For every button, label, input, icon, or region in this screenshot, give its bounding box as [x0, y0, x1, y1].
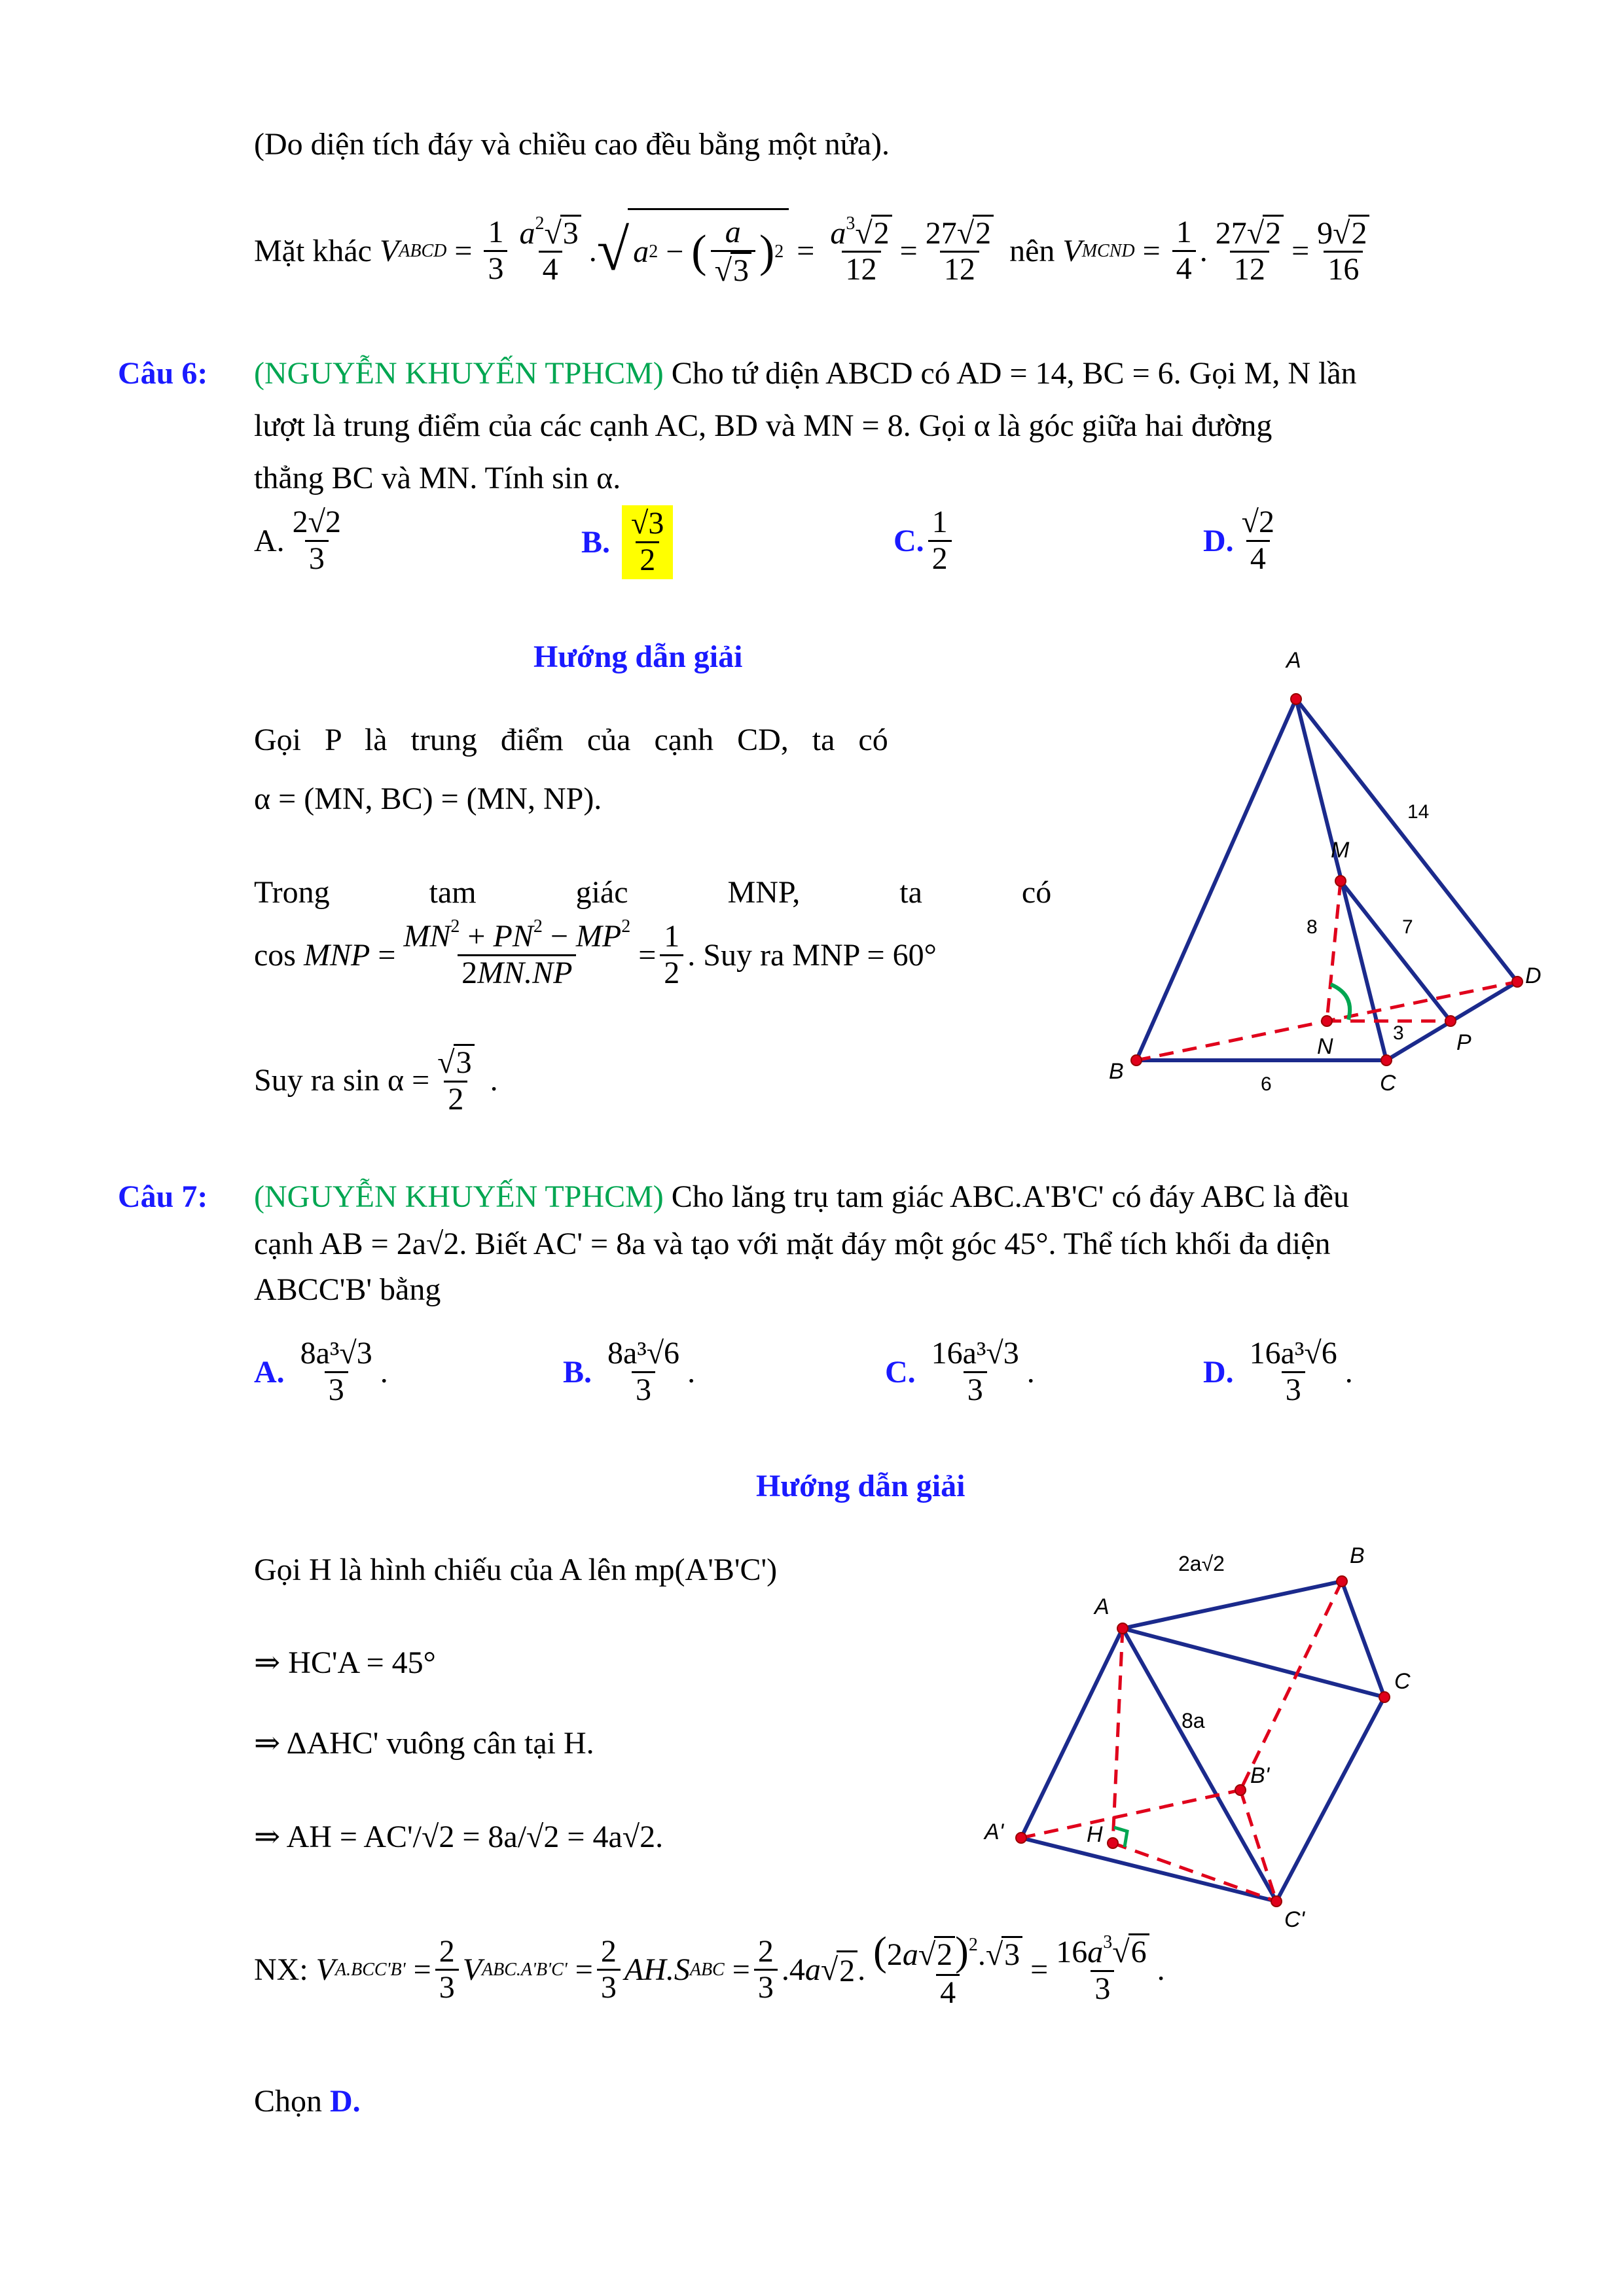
q7-option-d[interactable]: D. $\frac{\text{16a³√6}}{3}$ . [1203, 1336, 1353, 1407]
edge-a1c1 [1021, 1838, 1276, 1901]
option-den: 4 [1246, 540, 1270, 577]
point-c [1381, 1055, 1392, 1066]
point-b [1337, 1576, 1347, 1587]
option-den: 3 [964, 1371, 987, 1408]
point-c1 [1271, 1896, 1282, 1907]
q7-sol-line3: ⇒ ΔAHC' vuông cân tại H. [254, 1726, 594, 1761]
q6-sol-line5-lead: Suy ra sin α = [254, 1063, 430, 1098]
option-letter: B. [563, 1354, 592, 1390]
point-d [1512, 977, 1523, 987]
option-num: 16a³√3 [931, 1336, 1019, 1371]
option-letter: C. [885, 1354, 916, 1390]
q7-option-a[interactable]: A. $\frac{\text{8a³√3}}{3}$ . [254, 1336, 388, 1407]
q6-sol-line5: Suy ra sin α = $\frac{√3}{2}$ . [254, 1045, 498, 1117]
option-den: 2 [928, 540, 952, 577]
q7-nx-line: NX: V A.BCC'B' = $\frac{2}{3}$ V ABC.A'B'C' = $\frac{2}{3}$ AH.S ABC = $\frac{2}{3}$ .4 a √ 2 . $\frac{(2a√2)^2.√3}{4}$ = $\frac{16a^3√6}{3}$ . [254, 1929, 1165, 2011]
q6-tetrahedron-figure [1100, 641, 1558, 1113]
edge-a1b1-dashed [1021, 1790, 1240, 1838]
choose-lead: Chọn [254, 2084, 323, 2119]
option-num: 1 [931, 505, 948, 539]
q6-line1 [254, 355, 1514, 393]
option-letter: A. [254, 1354, 285, 1390]
q6-sol-line4-tail: . Suy ra MNP = 60° [687, 937, 937, 973]
point-a [1291, 694, 1301, 704]
q7-solution-title: Hướng dẫn giải [756, 1469, 965, 1503]
length-mn: 8 [1307, 916, 1318, 938]
option-den: 3 [1282, 1371, 1305, 1408]
q6-option-d[interactable] [1203, 505, 1282, 577]
point-a1 [1016, 1833, 1026, 1843]
option-letter: A. [254, 523, 285, 558]
q6-sol-line4: cos MNP = $\frac{MN^2 + PN^2 - MP^2}{2MN.NP}$ = $\frac{1}{2}$ . Suy ra MNP = 60° [254, 916, 937, 990]
q7-sol-line4: ⇒ AH = AC'/√2 = 8a/√2 = 4a√2. [254, 1820, 664, 1854]
segment-hc1-dashed [1113, 1843, 1276, 1901]
q6-line3: thẳng BC và MN. Tính sin α. [254, 461, 621, 495]
option-den: 3 [325, 1371, 348, 1408]
volume-formula-line: Mặt khác V ABCD = $\frac{1}{3}$ $\frac{a^2√3}{4}$ . √ a 2 − ( $\frac{a}{√3}$ ) 2 = $\frac{a^3√2}{12}$ = $\frac{27√2}{12}$ nên V MCND = $\frac{1}{4}$ . $\frac{27√2}{12}$ = $\frac{9√2}{16}$ [254, 208, 1377, 294]
edge-cc1 [1276, 1697, 1384, 1901]
q7-sol-line2: ⇒ HC'A = 45° [254, 1645, 436, 1680]
point-p [1445, 1016, 1456, 1026]
point-b [1131, 1055, 1142, 1066]
q6-sol-line1: Gọi P là trung điểm của cạnh CD, ta có [254, 723, 888, 757]
choose-answer: D. [330, 2084, 361, 2119]
q7-line1 [254, 1178, 1349, 1216]
option-num: 2√2 [292, 505, 342, 539]
q6-option-a[interactable] [254, 505, 349, 577]
angle-mark [1331, 984, 1350, 1020]
label-n: N [1317, 1034, 1333, 1059]
q6-sol-line3: Trong tam giác MNP, ta có [254, 875, 1052, 910]
label-b: B [1350, 1543, 1365, 1568]
q7-option-c[interactable]: C. $\frac{\text{16a³√3}}{3}$ . [885, 1336, 1035, 1407]
q7-line2: cạnh AB = 2a√2. Biết AC' = 8a và tạo với mặt đáy một góc 45°. Thể tích khối đa diện [254, 1227, 1331, 1261]
intro-note: (Do diện tích đáy và chiều cao đều bằng một nửa). [254, 127, 890, 162]
edge-ad [1296, 699, 1517, 982]
edge-ca [1123, 1628, 1384, 1697]
q6-line1-text: Cho tứ diện ABCD có AD = 14, BC = 6. Gọi M, N lần [671, 356, 1357, 391]
edge-ab [1123, 1581, 1342, 1628]
q6-option-b[interactable] [581, 505, 677, 579]
option-letter: D. [1203, 1354, 1234, 1390]
matkhac-lead: Mặt khác [254, 233, 372, 268]
length-ad: 14 [1407, 801, 1430, 823]
option-letter: B. [581, 524, 611, 560]
segment-mn-dashed [1327, 881, 1341, 1021]
length-mp: 7 [1402, 916, 1413, 938]
label-a1: A' [984, 1820, 1004, 1844]
q6-label: Câu 6: [118, 356, 208, 391]
edge-bc [1342, 1581, 1384, 1697]
edge-bb1-dashed [1240, 1581, 1342, 1790]
option-den: 3 [632, 1371, 655, 1408]
point-n [1322, 1016, 1332, 1026]
point-b1 [1235, 1785, 1246, 1795]
point-a [1117, 1623, 1128, 1634]
label-b1: B' [1250, 1763, 1270, 1788]
q6-source: (NGUYỄN KHUYẾN TPHCM) [254, 356, 664, 391]
q7-option-b[interactable]: B. $\frac{\text{8a³√6}}{3}$ . [563, 1336, 696, 1407]
option-letter: D. [1203, 523, 1234, 558]
point-m [1335, 876, 1346, 886]
q7-choose-line [254, 2083, 361, 2121]
q7-line3: ABCC'B' bằng [254, 1272, 441, 1307]
q7-prism-figure [975, 1525, 1473, 1944]
point-h [1108, 1838, 1118, 1848]
label-h: H [1087, 1822, 1103, 1847]
length-ac1: 8a [1182, 1709, 1205, 1732]
q7-label: Câu 7: [118, 1179, 208, 1214]
label-c1: C' [1284, 1907, 1305, 1932]
label-c: C [1394, 1669, 1411, 1694]
option-num: 16a³√6 [1249, 1336, 1337, 1371]
option-num: √3 [631, 506, 664, 541]
q6-line2: lượt là trung điểm của các cạnh AC, BD và MN = 8. Gọi α là góc giữa hai đường [254, 408, 1272, 443]
option-num: √2 [1241, 505, 1275, 539]
length-np: 3 [1393, 1022, 1404, 1044]
label-a: A [1094, 1594, 1110, 1619]
nx-lead: NX: [254, 1952, 308, 1988]
point-c [1379, 1692, 1390, 1702]
length-bc: 6 [1261, 1073, 1272, 1095]
label-p: P [1456, 1030, 1471, 1055]
option-num: 8a³√3 [300, 1336, 372, 1371]
option-letter: C. [893, 523, 924, 558]
edge-aa1 [1021, 1628, 1123, 1838]
q6-option-c[interactable] [893, 505, 956, 577]
length-ab: 2a√2 [1178, 1552, 1225, 1575]
option-den: 2 [636, 541, 659, 578]
label-c: C [1380, 1071, 1396, 1096]
option-num: 8a³√6 [607, 1336, 680, 1371]
edge-ab [1136, 699, 1296, 1060]
segment-ah-dashed [1113, 1628, 1123, 1843]
q7-source: (NGUYỄN KHUYẾN TPHCM) [254, 1179, 664, 1214]
q7-sol-line1: Gọi H là hình chiếu của A lên mp(A'B'C') [254, 1552, 778, 1587]
q6-sol-line2: α = (MN, BC) = (MN, NP). [254, 781, 602, 816]
label-a: A [1286, 648, 1301, 673]
q7-line1-text: Cho lăng trụ tam giác ABC.A'B'C' có đáy ABC là đều [671, 1179, 1349, 1214]
option-den: 3 [305, 540, 329, 577]
q6-solution-title: Hướng dẫn giải [533, 639, 743, 674]
label-d: D [1525, 963, 1542, 988]
label-b: B [1109, 1059, 1124, 1084]
label-m: M [1331, 838, 1350, 863]
q6-answer-highlight [622, 505, 673, 579]
nen-word: nên [1009, 233, 1055, 268]
